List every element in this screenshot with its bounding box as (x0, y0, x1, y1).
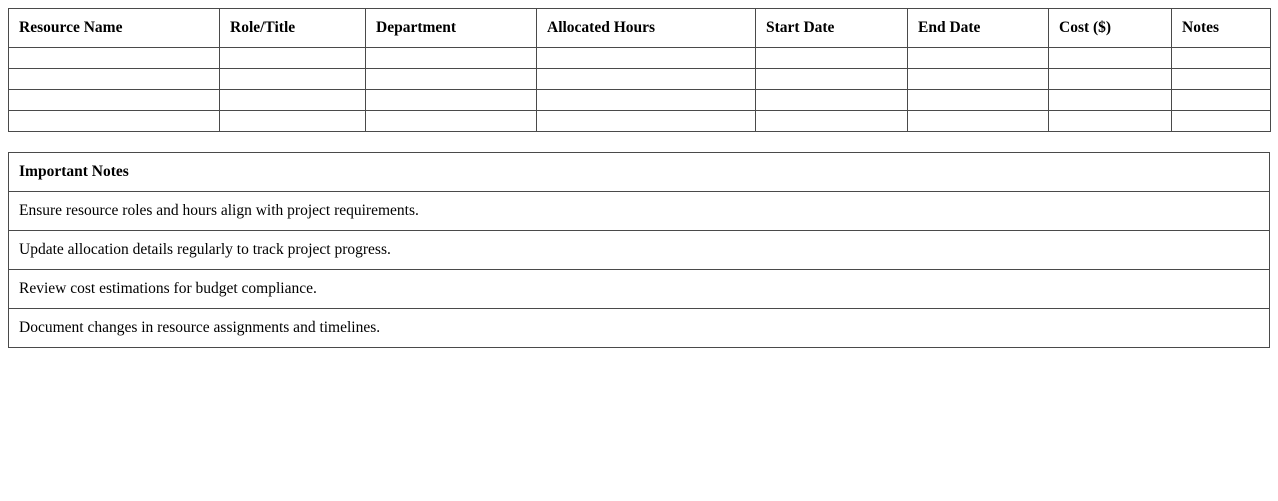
table-cell (1049, 111, 1172, 132)
resource-allocation-table (8, 8, 1271, 132)
table-cell (756, 48, 908, 69)
table-cell (1049, 48, 1172, 69)
column-header-department: Department (366, 9, 537, 48)
note-item: Document changes in resource assignments and timelines. (9, 309, 1270, 348)
table-cell (756, 111, 908, 132)
table-cell (220, 111, 366, 132)
column-header-allocated-hours: Allocated Hours (537, 9, 756, 48)
table-cell (9, 69, 220, 90)
table-row (9, 90, 1271, 111)
notes-row (9, 192, 1270, 231)
table-cell (366, 90, 537, 111)
table-cell (756, 90, 908, 111)
table-cell (220, 69, 366, 90)
table-cell (1172, 90, 1271, 111)
table-cell (220, 90, 366, 111)
table-cell (1049, 90, 1172, 111)
table-cell (908, 90, 1049, 111)
important-notes-table (8, 152, 1270, 348)
notes-row (9, 231, 1270, 270)
table-cell (220, 48, 366, 69)
table-cell (9, 48, 220, 69)
note-item: Review cost estimations for budget compliance. (9, 270, 1270, 309)
table-row (9, 111, 1271, 132)
table-cell (537, 69, 756, 90)
table-header-row (9, 9, 1271, 48)
column-header-cost: Cost ($) (1049, 9, 1172, 48)
table-cell (1172, 111, 1271, 132)
table-cell (908, 111, 1049, 132)
table-cell (908, 48, 1049, 69)
notes-row (9, 270, 1270, 309)
table-cell (9, 111, 220, 132)
notes-heading: Important Notes (9, 153, 1270, 192)
table-cell (9, 90, 220, 111)
note-item: Ensure resource roles and hours align with project requirements. (9, 192, 1270, 231)
column-header-start-date: Start Date (756, 9, 908, 48)
table-cell (366, 69, 537, 90)
table-cell (537, 90, 756, 111)
notes-header-row (9, 153, 1270, 192)
table-cell (366, 111, 537, 132)
table-cell (1049, 69, 1172, 90)
column-header-notes: Notes (1172, 9, 1271, 48)
table-cell (537, 48, 756, 69)
column-header-resource-name: Resource Name (9, 9, 220, 48)
table-cell (756, 69, 908, 90)
note-item: Update allocation details regularly to track project progress. (9, 231, 1270, 270)
table-row (9, 69, 1271, 90)
table-cell (366, 48, 537, 69)
table-cell (1172, 69, 1271, 90)
table-row (9, 48, 1271, 69)
notes-row (9, 309, 1270, 348)
table-cell (908, 69, 1049, 90)
table-cell (1172, 48, 1271, 69)
column-header-role-title: Role/Title (220, 9, 366, 48)
column-header-end-date: End Date (908, 9, 1049, 48)
table-cell (537, 111, 756, 132)
